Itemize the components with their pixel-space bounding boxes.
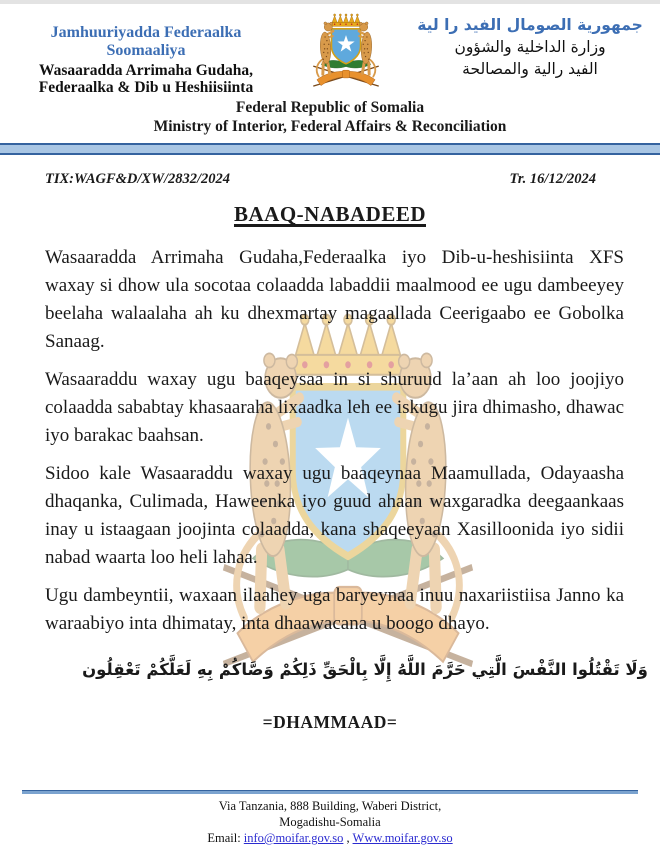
email-label: Email: xyxy=(207,831,244,845)
somali-republic-line: Jamhuuriyadda Federaalka Soomaaliya xyxy=(50,24,242,59)
somalia-coat-of-arms-icon xyxy=(296,8,396,96)
arabic-republic-line: جمهورية الصومال الفيد را لية xyxy=(417,16,643,34)
somali-ministry-line2: Federaalka & Dib u Heshiisiinta xyxy=(38,79,254,97)
end-marker: =DHAMMAAD= xyxy=(262,711,398,732)
footer-contact-line xyxy=(0,830,660,846)
footer-address-line2: Mogadishu-Somalia xyxy=(279,815,381,829)
link-separator: , xyxy=(343,831,353,845)
letterhead-english-block xyxy=(0,98,660,137)
quran-verse: وَلَا تَقْتُلُوا النَّفْسَ الَّتِي حَرَّمَ اللَّهُ إِلَّا بِالْحَقِّ ذَلِكُمْ وَصَّاكُمْ بِهِ لَعَلَّكُمْ تَعْقِلُون xyxy=(82,660,648,680)
body-paragraph: Sidoo kale Wasaaraddu waxay ugu baaqeynaa Maamullada, Odayaasha dhaqanka, Culimada, Haweenka iyo guud ahaan waxgaradka deegaankaas inay u istaagaan joojinta colaadda, kana shaqeeyaan Xasilloonida iyo sidii nabad waarta loo heli lahaa. xyxy=(45,463,624,569)
footer xyxy=(0,790,660,846)
letterhead-arabic-block xyxy=(410,8,650,80)
document-date: Tr. 16/12/2024 xyxy=(509,171,596,188)
reference-row xyxy=(0,171,660,188)
english-ministry-line: Ministry of Interior, Federal Affairs & Reconciliation xyxy=(153,117,507,135)
header-separator-rule xyxy=(0,143,660,155)
body-paragraph: Ugu dambeyntii, waxaan ilaahey uga baryeynaa inuu naxariistiisa Janno ka waraabiyo inta dhimatay, inta dhaawacana u boogo dhayo. xyxy=(45,585,624,635)
body-paragraph: Wasaaraddu waxay ugu baaqeysaa in si shuruud la’aan ah loo joojiyo colaadda sababtay khasaaraha lixaadka leh ee iskugu jira dhimasho, dhawac iyo barakac baahsan. xyxy=(45,369,624,447)
footer-address-line1: Via Tanzania, 888 Building, Waberi District, xyxy=(218,799,442,813)
arabic-ministry-line1: وزارة الداخلية والشؤون xyxy=(454,38,606,56)
body-paragraph: Wasaaradda Arrimaha Gudaha,Federaalka iyo Dib-u-heshisiinta XFS waxay si dhow ula socotaa colaadda labaddii maalmood ee ugu dambeeyey beelaha walaalaha ah ku dhexmartay magaallada Ceerigaabo ee Gobolka Sanaag. xyxy=(45,247,624,353)
footer-separator-rule xyxy=(22,790,638,794)
arabic-ministry-line2: الفيد رالية والمصالحة xyxy=(462,60,598,78)
letterhead-somali-block xyxy=(10,8,282,97)
email-link[interactable]: info@moifar.gov.so xyxy=(243,831,344,845)
website-link[interactable]: Www.moifar.gov.so xyxy=(352,831,453,845)
english-republic-line: Federal Republic of Somalia xyxy=(235,98,425,116)
letterhead xyxy=(0,4,660,97)
document-title: BAAQ-NABADEED xyxy=(233,202,426,227)
somali-ministry-line1: Wasaaradda Arrimaha Gudaha, xyxy=(38,61,254,79)
reference-number: TIX:WAGF&D/XW/2832/2024 xyxy=(45,171,231,188)
